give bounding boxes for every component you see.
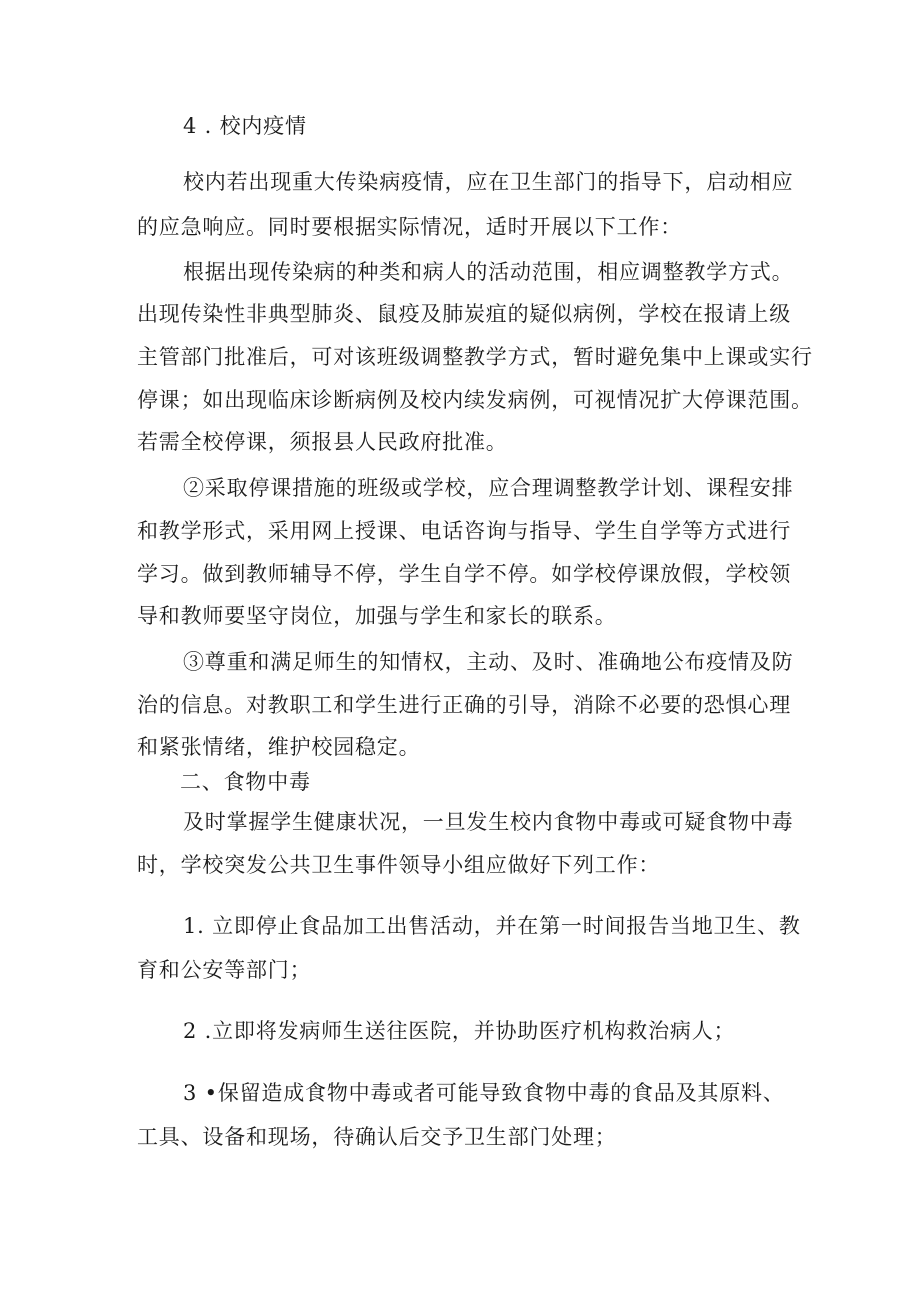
paragraph-line: ②采取停课措施的班级或学校，应合理调整教学计划、课程安排: [183, 476, 794, 500]
paragraph-line: 停课；如出现临床诊断病例及校内续发病例，可视情况扩大停课范围。: [137, 388, 813, 412]
paragraph-line: 根据出现传染病的种类和病人的活动范围，相应调整教学方式。: [183, 260, 794, 284]
paragraph-line: 时，学校突发公共卫生事件领导小组应做好下列工作：: [137, 853, 661, 877]
paragraph-line: 和紧张情绪，维护校园稳定。: [137, 735, 421, 759]
paragraph-line: 校内若出现重大传染病疫情，应在卫生部门的指导下，启动相应: [183, 170, 794, 194]
section-heading-4: 4 . 校内疫情: [183, 114, 307, 138]
paragraph-line: 导和教师要坚守岗位，加强与学生和家长的联系。: [137, 604, 617, 628]
paragraph-line: 和教学形式，采用网上授课、电话咨询与指导、学生自学等方式进行: [137, 519, 791, 543]
list-item-1: 1. 立即停止食品加工出售活动，并在第一时间报告当地卫生、教: [183, 914, 801, 938]
section-heading-food-poisoning: 二、食物中毒: [180, 770, 311, 794]
paragraph-line: ③尊重和满足师生的知情权，主动、及时、准确地公布疫情及防: [183, 650, 794, 674]
list-item-2: 2 .立即将发病师生送往医院，并协助医疗机构救治病人；: [183, 1019, 736, 1043]
list-item-3: 3 •保留造成食物中毒或者可能导致食物中毒的食品及其原料、: [183, 1081, 785, 1105]
list-item-1-cont: 育和公安等部门；: [137, 958, 312, 982]
paragraph-line: 的应急响应。同时要根据实际情况，适时开展以下工作：: [137, 215, 682, 239]
paragraph-line: 主管部门批准后，可对该班级调整教学方式，暂时避免集中上课或实行: [137, 345, 813, 369]
paragraph-line: 治的信息。对教职工和学生进行正确的引导，消除不必要的恐惧心理: [137, 693, 791, 717]
paragraph-line: 出现传染性非典型肺炎、鼠疫及肺炭疽的疑似病例，学校在报请上级: [137, 302, 791, 326]
paragraph-line: 学习。做到教师辅导不停，学生自学不停。如学校停课放假，学校领: [137, 562, 791, 586]
list-item-3-cont: 工具、设备和现场，待确认后交予卫生部门处理；: [137, 1125, 617, 1149]
paragraph-line: 若需全校停课，须报县人民政府批准。: [137, 430, 508, 454]
paragraph-line: 及时掌握学生健康状况，一旦发生校内食物中毒或可疑食物中毒: [183, 810, 794, 834]
